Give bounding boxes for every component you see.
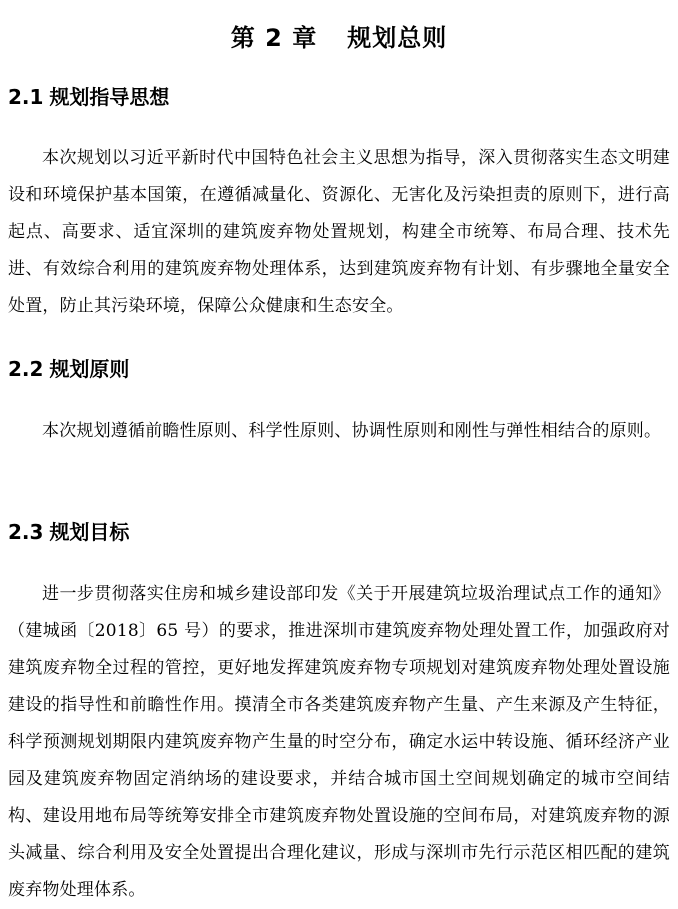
section-number: 2.3 xyxy=(8,520,44,544)
section-title: 规划指导思想 xyxy=(49,85,170,109)
section-title: 规划原则 xyxy=(49,357,130,381)
section-paragraph-2-3: 进一步贯彻落实住房和城乡建设部印发《关于开展建筑垃圾治理试点工作的通知》（建城函〔2018〕65 号）的要求，推进深圳市建筑废弃物处理处置工作，加强政府对建筑废弃物全过程的管控，更好地发挥建筑废弃物专项规划对建筑废弃物处理处置设施建设的指导性和前瞻性作用。摸清全市各类建筑废弃物产生量、产生来源及产生特征，科学预测规划期限内建筑废弃物产生量的时空分布，确定水运中转设施、循环经济产业园及建筑废弃物固定消纳场的建设要求，并结合城市国土空间规划确定的城市空间结构、建设用地布局等统筹安排全市建筑废弃物处置设施的空间布局，对建筑废弃物的源头减量、综合利用及安全处置提出合理化建议，形成与深圳市先行示范区相匹配的建筑废弃物处理体系。 xyxy=(8,584,670,900)
section-number: 2.2 xyxy=(8,357,44,381)
section-title: 规划目标 xyxy=(49,520,130,544)
section-heading-2-1 xyxy=(8,82,169,112)
chapter-title xyxy=(0,20,678,56)
section-number: 2.1 xyxy=(8,85,44,109)
section-paragraph-2-1: 本次规划以习近平新时代中国特色社会主义思想为指导，深入贯彻落实生态文明建设和环境保护基本国策，在遵循减量化、资源化、无害化及污染担责的原则下，进行高起点、高要求、适宜深圳的建筑废弃物处置规划，构建全市统筹、布局合理、技术先进、有效综合利用的建筑废弃物处理体系，达到建筑废弃物有计划、有步骤地全量安全处置，防止其污染环境，保障公众健康和生态安全。 xyxy=(8,148,670,316)
chapter-name: 规划总则 xyxy=(347,24,448,53)
chapter-number: 第 2 章 xyxy=(230,24,318,53)
section-heading-2-3 xyxy=(8,517,129,547)
section-heading-2-2 xyxy=(8,354,129,384)
section-paragraph-2-2: 本次规划遵循前瞻性原则、科学性原则、协调性原则和刚性与弹性相结合的原则。 xyxy=(42,421,662,441)
